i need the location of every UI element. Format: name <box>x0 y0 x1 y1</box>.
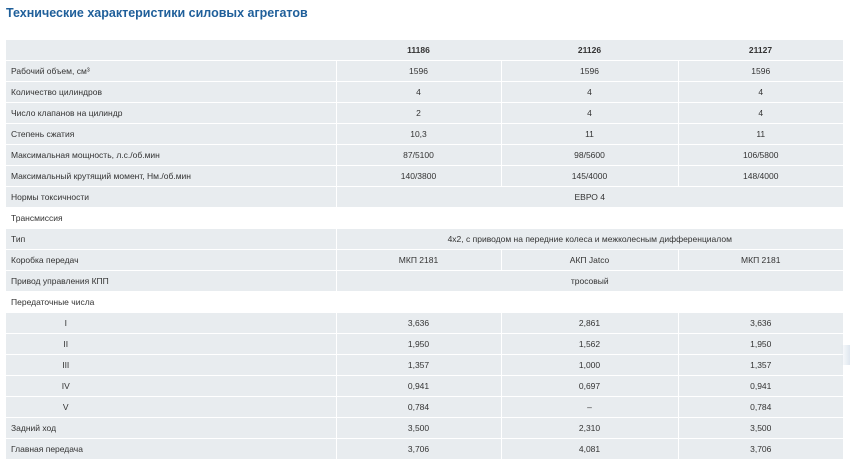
table-row <box>6 334 843 355</box>
row-value-11186: 2 <box>336 103 501 124</box>
row-label: III <box>6 355 336 376</box>
row-value-21126: 2,861 <box>501 313 678 334</box>
row-value-21127: 1,950 <box>678 334 843 355</box>
row-value-21127: 0,941 <box>678 376 843 397</box>
decorative-arrow-fragment <box>840 345 850 365</box>
row-value-merged: тросовый <box>336 271 843 292</box>
row-value-21127: 0,784 <box>678 397 843 418</box>
header-cell-21127: 21127 <box>678 40 843 61</box>
table-row <box>6 250 843 271</box>
table-row <box>6 145 843 166</box>
row-label: Привод управления КПП <box>6 271 336 292</box>
table-row <box>6 61 843 82</box>
row-label: Тип <box>6 229 336 250</box>
row-value-21127: 3,500 <box>678 418 843 439</box>
table-row <box>6 418 843 439</box>
row-value-11186: 87/5100 <box>336 145 501 166</box>
row-label: Коробка передач <box>6 250 336 271</box>
row-label: Степень сжатия <box>6 124 336 145</box>
row-value-21127: 1596 <box>678 61 843 82</box>
row-label: II <box>6 334 336 355</box>
row-label: Максимальная мощность, л.с./об.мин <box>6 145 336 166</box>
row-value-21126: 4 <box>501 103 678 124</box>
row-value-21126: 4,081 <box>501 439 678 460</box>
table-row <box>6 166 843 187</box>
row-value-21126: 145/4000 <box>501 166 678 187</box>
row-value-21127: 11 <box>678 124 843 145</box>
row-value-21126: 1,000 <box>501 355 678 376</box>
table-row <box>6 271 843 292</box>
row-label: Задний ход <box>6 418 336 439</box>
table-row <box>6 103 843 124</box>
row-value-21126: 1,562 <box>501 334 678 355</box>
row-value-11186: 10,3 <box>336 124 501 145</box>
row-value-21127: МКП 2181 <box>678 250 843 271</box>
table-row <box>6 124 843 145</box>
table-row <box>6 229 843 250</box>
row-value-21126: 4 <box>501 82 678 103</box>
row-value-11186: 3,706 <box>336 439 501 460</box>
row-value-21127: 1,357 <box>678 355 843 376</box>
row-label: I <box>6 313 336 334</box>
row-label: V <box>6 397 336 418</box>
row-value-merged: 4x2, с приводом на передние колеса и межколесным дифференциалом <box>336 229 843 250</box>
section-label: Трансмиссия <box>6 208 843 229</box>
row-value-21127: 106/5800 <box>678 145 843 166</box>
section-row <box>6 208 843 229</box>
row-value-21126: 0,697 <box>501 376 678 397</box>
row-value-21127: 3,636 <box>678 313 843 334</box>
row-label: Количество цилиндров <box>6 82 336 103</box>
row-value-merged: ЕВРО 4 <box>336 187 843 208</box>
row-value-11186: 1,950 <box>336 334 501 355</box>
row-value-21127: 4 <box>678 103 843 124</box>
row-value-11186: 3,500 <box>336 418 501 439</box>
table-row <box>6 82 843 103</box>
row-value-21126: АКП Jatco <box>501 250 678 271</box>
row-value-11186: 4 <box>336 82 501 103</box>
row-value-11186: 0,941 <box>336 376 501 397</box>
row-value-21127: 4 <box>678 82 843 103</box>
row-value-21127: 148/4000 <box>678 166 843 187</box>
table-row <box>6 313 843 334</box>
table-row <box>6 439 843 460</box>
row-label: Максимальный крутящий момент, Нм./об.мин <box>6 166 336 187</box>
row-value-11186: 1,357 <box>336 355 501 376</box>
row-value-11186: 140/3800 <box>336 166 501 187</box>
row-value-11186: МКП 2181 <box>336 250 501 271</box>
header-cell-11186: 11186 <box>336 40 501 61</box>
row-value-11186: 0,784 <box>336 397 501 418</box>
row-value-21126: 2,310 <box>501 418 678 439</box>
row-value-21126: 98/5600 <box>501 145 678 166</box>
row-value-11186: 1596 <box>336 61 501 82</box>
page-title: Технические характеристики силовых агрегатов <box>6 6 308 20</box>
section-row <box>6 292 843 313</box>
row-value-21126: 1596 <box>501 61 678 82</box>
row-value-21127: 3,706 <box>678 439 843 460</box>
table-row <box>6 376 843 397</box>
row-label: Рабочий объем, см³ <box>6 61 336 82</box>
table-row <box>6 187 843 208</box>
specs-table <box>6 40 843 460</box>
table-row <box>6 355 843 376</box>
table-header-row <box>6 40 843 61</box>
table-row <box>6 397 843 418</box>
header-cell-empty <box>6 40 336 61</box>
section-label: Передаточные числа <box>6 292 843 313</box>
table-body <box>6 61 843 460</box>
row-value-21126: 11 <box>501 124 678 145</box>
row-label: Число клапанов на цилиндр <box>6 103 336 124</box>
row-value-21126: – <box>501 397 678 418</box>
row-label: Нормы токсичности <box>6 187 336 208</box>
header-cell-21126: 21126 <box>501 40 678 61</box>
row-label: IV <box>6 376 336 397</box>
row-label: Главная передача <box>6 439 336 460</box>
row-value-11186: 3,636 <box>336 313 501 334</box>
